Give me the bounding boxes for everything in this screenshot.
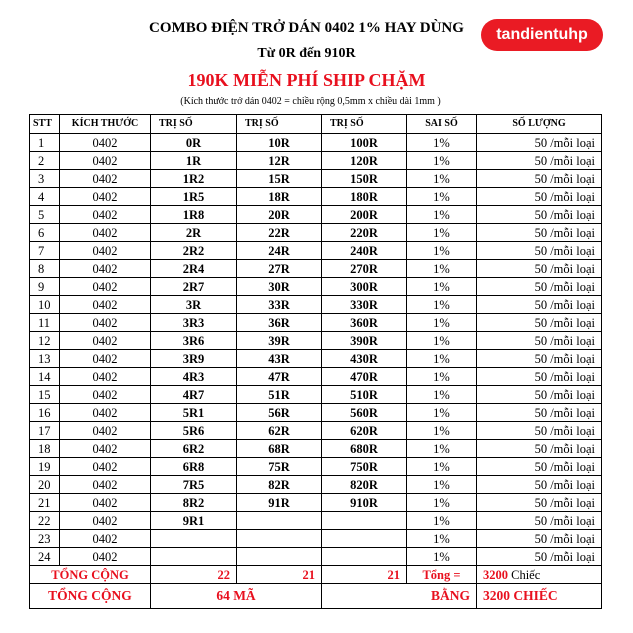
- total-sum-unit: Chiếc: [511, 567, 541, 582]
- value3-cell: 180R: [322, 188, 407, 206]
- value2-cell: 24R: [237, 242, 322, 260]
- quantity-cell: 50 /mỗi loại: [477, 458, 602, 476]
- value2-cell: 75R: [237, 458, 322, 476]
- quantity-cell: 50 /mỗi loại: [477, 134, 602, 152]
- total-count-2: 21: [237, 566, 322, 584]
- tolerance-cell: 1%: [407, 512, 477, 530]
- table-row: [30, 224, 602, 242]
- size-cell: 0402: [60, 188, 151, 206]
- table-row: [30, 458, 602, 476]
- size-cell: 0402: [60, 134, 151, 152]
- tolerance-cell: 1%: [407, 296, 477, 314]
- total-label: TỔNG CỘNG: [30, 566, 151, 584]
- value1-cell: 2R: [151, 224, 237, 242]
- table-row: [30, 206, 602, 224]
- total-sum-value: 3200: [483, 567, 508, 582]
- size-cell: 0402: [60, 206, 151, 224]
- size-cell: 0402: [60, 422, 151, 440]
- col-header-value1: TRỊ SỐ: [151, 115, 237, 134]
- size-cell: 0402: [60, 440, 151, 458]
- stt-cell: 20: [30, 476, 60, 494]
- value3-cell: [322, 548, 407, 566]
- stt-cell: 21: [30, 494, 60, 512]
- quantity-cell: 50 /mỗi loại: [477, 422, 602, 440]
- value1-cell: [151, 530, 237, 548]
- table-body: [30, 115, 602, 609]
- tolerance-cell: 1%: [407, 314, 477, 332]
- value3-cell: 240R: [322, 242, 407, 260]
- stt-cell: 17: [30, 422, 60, 440]
- total-row: [30, 566, 602, 584]
- size-cell: 0402: [60, 350, 151, 368]
- quantity-cell: 50 /mỗi loại: [477, 350, 602, 368]
- total-sum-label: Tổng =: [407, 566, 477, 584]
- tolerance-cell: 1%: [407, 422, 477, 440]
- quantity-cell: 50 /mỗi loại: [477, 224, 602, 242]
- size-cell: 0402: [60, 494, 151, 512]
- tolerance-cell: 1%: [407, 494, 477, 512]
- table-row: [30, 332, 602, 350]
- value3-cell: 330R: [322, 296, 407, 314]
- size-cell: 0402: [60, 260, 151, 278]
- value2-cell: 12R: [237, 152, 322, 170]
- tolerance-cell: 1%: [407, 278, 477, 296]
- table-row: [30, 152, 602, 170]
- quantity-cell: 50 /mỗi loại: [477, 512, 602, 530]
- col-header-tolerance: SAI SỐ: [407, 115, 477, 134]
- value1-cell: 5R6: [151, 422, 237, 440]
- value1-cell: 1R2: [151, 170, 237, 188]
- quantity-cell: 50 /mỗi loại: [477, 206, 602, 224]
- table-row: [30, 188, 602, 206]
- stt-cell: 14: [30, 368, 60, 386]
- value1-cell: 5R1: [151, 404, 237, 422]
- grand-total-codes: 64 MÃ: [151, 584, 322, 609]
- value2-cell: 10R: [237, 134, 322, 152]
- value3-cell: 120R: [322, 152, 407, 170]
- grand-total-row: [30, 584, 602, 609]
- stt-cell: 16: [30, 404, 60, 422]
- stt-cell: 6: [30, 224, 60, 242]
- table-row: [30, 242, 602, 260]
- quantity-cell: 50 /mỗi loại: [477, 548, 602, 566]
- size-cell: 0402: [60, 296, 151, 314]
- value3-cell: [322, 530, 407, 548]
- value2-cell: 20R: [237, 206, 322, 224]
- value1-cell: 6R8: [151, 458, 237, 476]
- table-row: [30, 314, 602, 332]
- value2-cell: [237, 548, 322, 566]
- tolerance-cell: 1%: [407, 530, 477, 548]
- value1-cell: 8R2: [151, 494, 237, 512]
- value3-cell: 390R: [322, 332, 407, 350]
- tolerance-cell: 1%: [407, 368, 477, 386]
- quantity-cell: 50 /mỗi loại: [477, 404, 602, 422]
- stt-cell: 9: [30, 278, 60, 296]
- tolerance-cell: 1%: [407, 386, 477, 404]
- value1-cell: 3R: [151, 296, 237, 314]
- grand-total-label: TỔNG CỘNG: [30, 584, 151, 609]
- value2-cell: [237, 530, 322, 548]
- value2-cell: 68R: [237, 440, 322, 458]
- value1-cell: 0R: [151, 134, 237, 152]
- quantity-cell: 50 /mỗi loại: [477, 314, 602, 332]
- value3-cell: 220R: [322, 224, 407, 242]
- stt-cell: 19: [30, 458, 60, 476]
- value1-cell: [151, 548, 237, 566]
- tolerance-cell: 1%: [407, 188, 477, 206]
- value3-cell: 360R: [322, 314, 407, 332]
- size-cell: 0402: [60, 404, 151, 422]
- size-cell: 0402: [60, 512, 151, 530]
- quantity-cell: 50 /mỗi loại: [477, 368, 602, 386]
- tolerance-cell: 1%: [407, 206, 477, 224]
- value3-cell: 100R: [322, 134, 407, 152]
- value2-cell: 62R: [237, 422, 322, 440]
- size-cell: 0402: [60, 530, 151, 548]
- size-cell: 0402: [60, 224, 151, 242]
- stt-cell: 4: [30, 188, 60, 206]
- table-row: [30, 278, 602, 296]
- value1-cell: 9R1: [151, 512, 237, 530]
- tolerance-cell: 1%: [407, 332, 477, 350]
- stt-cell: 24: [30, 548, 60, 566]
- stt-cell: 8: [30, 260, 60, 278]
- value1-cell: 2R2: [151, 242, 237, 260]
- tolerance-cell: 1%: [407, 170, 477, 188]
- value1-cell: 3R6: [151, 332, 237, 350]
- size-cell: 0402: [60, 152, 151, 170]
- value3-cell: 510R: [322, 386, 407, 404]
- table-row: [30, 386, 602, 404]
- quantity-cell: 50 /mỗi loại: [477, 386, 602, 404]
- value2-cell: 56R: [237, 404, 322, 422]
- quantity-cell: 50 /mỗi loại: [477, 278, 602, 296]
- tolerance-cell: 1%: [407, 224, 477, 242]
- value2-cell: 43R: [237, 350, 322, 368]
- value1-cell: 4R7: [151, 386, 237, 404]
- table-row: [30, 296, 602, 314]
- value1-cell: 6R2: [151, 440, 237, 458]
- tolerance-cell: 1%: [407, 152, 477, 170]
- value3-cell: 750R: [322, 458, 407, 476]
- size-cell: 0402: [60, 170, 151, 188]
- value2-cell: 51R: [237, 386, 322, 404]
- value1-cell: 3R3: [151, 314, 237, 332]
- size-cell: 0402: [60, 278, 151, 296]
- table-row: [30, 134, 602, 152]
- col-header-quantity: SỐ LƯỢNG: [477, 115, 602, 134]
- quantity-cell: 50 /mỗi loại: [477, 296, 602, 314]
- stt-cell: 1: [30, 134, 60, 152]
- table-row: [30, 440, 602, 458]
- value1-cell: 1R8: [151, 206, 237, 224]
- value3-cell: 560R: [322, 404, 407, 422]
- quantity-cell: 50 /mỗi loại: [477, 530, 602, 548]
- header-row: [30, 115, 602, 134]
- value3-cell: 300R: [322, 278, 407, 296]
- tolerance-cell: 1%: [407, 404, 477, 422]
- value2-cell: 39R: [237, 332, 322, 350]
- quantity-cell: 50 /mỗi loại: [477, 260, 602, 278]
- value2-cell: 15R: [237, 170, 322, 188]
- table-row: [30, 548, 602, 566]
- quantity-cell: 50 /mỗi loại: [477, 170, 602, 188]
- total-count-3: 21: [322, 566, 407, 584]
- value2-cell: 82R: [237, 476, 322, 494]
- value1-cell: 1R5: [151, 188, 237, 206]
- grand-total-pieces: 3200 CHIẾC: [477, 584, 602, 609]
- value1-cell: 7R5: [151, 476, 237, 494]
- size-cell: 0402: [60, 242, 151, 260]
- page-title: COMBO ĐIỆN TRỞ DÁN 0402 1% HAY DÙNG: [149, 20, 464, 36]
- table-row: [30, 512, 602, 530]
- table-row: [30, 260, 602, 278]
- stt-cell: 7: [30, 242, 60, 260]
- stt-cell: 10: [30, 296, 60, 314]
- size-note: (Kích thước trở dán 0402 = chiều rộng 0,5mm x chiều dài 1mm ): [180, 96, 441, 107]
- stt-cell: 15: [30, 386, 60, 404]
- quantity-cell: 50 /mỗi loại: [477, 476, 602, 494]
- grand-total-equals: BẰNG: [322, 584, 477, 609]
- size-cell: 0402: [60, 548, 151, 566]
- value3-cell: 150R: [322, 170, 407, 188]
- table-row: [30, 368, 602, 386]
- col-header-size: KÍCH THƯỚC: [60, 115, 151, 134]
- stt-cell: 11: [30, 314, 60, 332]
- value3-cell: 620R: [322, 422, 407, 440]
- tolerance-cell: 1%: [407, 458, 477, 476]
- stt-cell: 2: [30, 152, 60, 170]
- stt-cell: 5: [30, 206, 60, 224]
- size-cell: 0402: [60, 476, 151, 494]
- size-cell: 0402: [60, 368, 151, 386]
- resistor-table: [29, 114, 602, 609]
- total-sum: [477, 566, 602, 584]
- quantity-cell: 50 /mỗi loại: [477, 152, 602, 170]
- stt-cell: 3: [30, 170, 60, 188]
- total-count-1: 22: [151, 566, 237, 584]
- value2-cell: 18R: [237, 188, 322, 206]
- value1-cell: 1R: [151, 152, 237, 170]
- quantity-cell: 50 /mỗi loại: [477, 188, 602, 206]
- value2-cell: 22R: [237, 224, 322, 242]
- quantity-cell: 50 /mỗi loại: [477, 332, 602, 350]
- table-row: [30, 350, 602, 368]
- quantity-cell: 50 /mỗi loại: [477, 242, 602, 260]
- value3-cell: 470R: [322, 368, 407, 386]
- col-header-stt: STT: [30, 115, 60, 134]
- table-row: [30, 404, 602, 422]
- col-header-value2: TRỊ SỐ: [237, 115, 322, 134]
- value3-cell: 680R: [322, 440, 407, 458]
- stt-cell: 18: [30, 440, 60, 458]
- tolerance-cell: 1%: [407, 350, 477, 368]
- value2-cell: 36R: [237, 314, 322, 332]
- table-row: [30, 530, 602, 548]
- tolerance-cell: 1%: [407, 476, 477, 494]
- value2-cell: 47R: [237, 368, 322, 386]
- quantity-cell: 50 /mỗi loại: [477, 494, 602, 512]
- stt-cell: 12: [30, 332, 60, 350]
- value1-cell: 4R3: [151, 368, 237, 386]
- tolerance-cell: 1%: [407, 242, 477, 260]
- tolerance-cell: 1%: [407, 260, 477, 278]
- stt-cell: 23: [30, 530, 60, 548]
- size-cell: 0402: [60, 314, 151, 332]
- value1-cell: 2R4: [151, 260, 237, 278]
- size-cell: 0402: [60, 458, 151, 476]
- table-row: [30, 422, 602, 440]
- table-row: [30, 170, 602, 188]
- value2-cell: [237, 512, 322, 530]
- table-row: [30, 476, 602, 494]
- value3-cell: 820R: [322, 476, 407, 494]
- quantity-cell: 50 /mỗi loại: [477, 440, 602, 458]
- value-range: Từ 0R đến 910R: [257, 46, 356, 61]
- value3-cell: 270R: [322, 260, 407, 278]
- col-header-value3: TRỊ SỐ: [322, 115, 407, 134]
- value3-cell: [322, 512, 407, 530]
- value3-cell: 430R: [322, 350, 407, 368]
- promo-text: 190K MIỄN PHÍ SHIP CHẶM: [187, 70, 426, 90]
- value2-cell: 30R: [237, 278, 322, 296]
- stt-cell: 22: [30, 512, 60, 530]
- value3-cell: 910R: [322, 494, 407, 512]
- table-row: [30, 494, 602, 512]
- value1-cell: 3R9: [151, 350, 237, 368]
- value3-cell: 200R: [322, 206, 407, 224]
- tolerance-cell: 1%: [407, 548, 477, 566]
- value2-cell: 27R: [237, 260, 322, 278]
- value1-cell: 2R7: [151, 278, 237, 296]
- brand-logo: tandientuhp: [481, 19, 603, 51]
- value2-cell: 91R: [237, 494, 322, 512]
- tolerance-cell: 1%: [407, 440, 477, 458]
- value2-cell: 33R: [237, 296, 322, 314]
- stt-cell: 13: [30, 350, 60, 368]
- size-cell: 0402: [60, 386, 151, 404]
- tolerance-cell: 1%: [407, 134, 477, 152]
- size-cell: 0402: [60, 332, 151, 350]
